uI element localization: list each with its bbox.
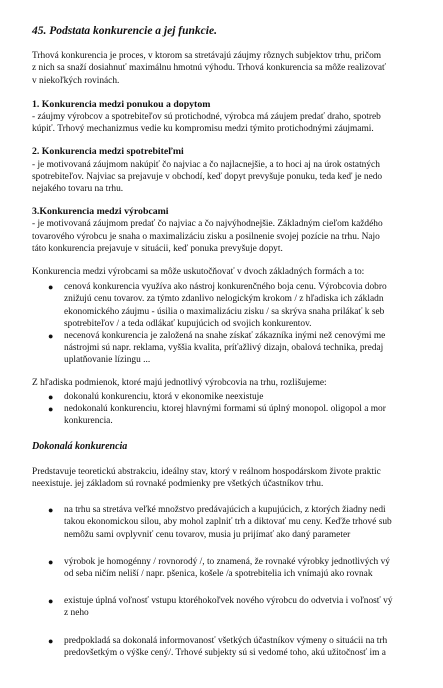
list-line: predovšetkým o výške cený/. Trhové subjekty sú si vedomé toho, akú užitočnosť im a xyxy=(64,647,386,658)
list-item xyxy=(32,556,443,580)
section-line: - je motivovaná záujmom predať čo najviac a čo najvýhodnejšie. Základným cieľom každého xyxy=(32,219,383,230)
list-line: cenová konkurencia využíva ako nástroj konkurenčného boja cenu. Výrobcovia dobro xyxy=(64,282,387,293)
list-item xyxy=(32,391,443,403)
intro-line: Trhová konkurencia je proces, v ktorom sa stretávajú záujmy rôznych subjektov trhu, pričom xyxy=(32,51,382,62)
list-line: spotrebiteľov / a teda odlákať kupujúcich od svojich konkurentov. xyxy=(64,318,312,329)
section-line: táto konkurencia prejavuje v situácii, keď ponuka prevyšuje dopyt. xyxy=(32,243,283,254)
list-item xyxy=(32,504,443,541)
list-line: necenová konkurencia je založená na snahe získať zákazníka inými než cenovými me xyxy=(64,331,386,342)
intro-paragraph xyxy=(32,50,443,87)
list-line: existuje úplná voľnosť vstupu ktoréhokoľvek nového výrobcu do odvetvia i voľnosť vý xyxy=(64,596,393,607)
perfect-intro xyxy=(32,466,443,490)
list-item xyxy=(32,635,443,659)
section-body xyxy=(32,218,443,255)
list-line: ekonomického záujmu - úsilia o maximalizáciu zisku / sa skrýva snaha prilákať k seb xyxy=(64,306,385,317)
bullet-icon: ● xyxy=(48,391,54,402)
section-line: - záujmy výrobcov a spotrebiteľov sú protichodné, výrobca má záujem predať draho, spotreb xyxy=(32,112,381,123)
section-consumers xyxy=(32,146,443,195)
list-line: nedokonalú konkurenciu, ktorej hlavnými formami sú úplný monopol. oligopol a mor xyxy=(64,404,386,415)
section-heading: 3.Konkurencia medzi výrobcami xyxy=(32,206,169,218)
list-line: nástrojmi sú napr. reklama, vyššia kvalita, príťažlivý dizajn, obalová technika, predaj xyxy=(64,343,384,354)
bullet-icon: ● xyxy=(48,596,54,607)
list-item xyxy=(32,281,443,330)
bullet-icon: ● xyxy=(48,404,54,415)
forms-intro: Konkurencia medzi výrobcami sa môže uskutočňovať v dvoch základných formách a to: xyxy=(32,267,365,278)
perfect-list xyxy=(32,504,443,659)
section-line: kúpiť. Trhový mechanizmus vedie ku kompromisu medzi týmito protichodnými záujmami. xyxy=(32,124,374,135)
intro-line: v niekoľkých rovinách. xyxy=(32,75,120,86)
list-line: z neho xyxy=(64,608,89,619)
section-heading: 1. Konkurencia medzi ponukou a dopytom xyxy=(32,98,211,110)
section-heading: 2. Konkurencia medzi spotrebiteľmi xyxy=(32,146,184,158)
list-line: od seba ničím neliší / napr. pšenica, košele /a spotrebitelia ich vnímajú ako rovnak xyxy=(64,568,373,579)
list-item xyxy=(32,403,443,427)
document-title: 45. Podstata konkurencie a jej funkcie. xyxy=(32,25,217,37)
forms-list xyxy=(32,281,443,366)
bullet-icon: ● xyxy=(48,282,54,293)
document-body xyxy=(32,25,443,674)
list-item xyxy=(32,595,443,619)
list-line: výrobok je homogénny / rovnorodý /, to znamená, že rovnaké výrobky jednotlivých vý xyxy=(64,556,390,567)
list-line: nemôžu sami ovplyvniť cenu tovarov, musia ju prijímať ako daný parameter xyxy=(64,529,351,540)
section-producers xyxy=(32,206,443,255)
section-body xyxy=(32,159,443,196)
bullet-icon: ● xyxy=(48,635,54,646)
list-line: takou ekonomickou silou, aby mohol zaplniť trh a diktovať mu ceny. Keďže trhové sub xyxy=(64,517,392,528)
intro-line: z nich sa snaží dosiahnuť maximálnu hmotnú výhodu. Trhová konkurencia sa môže realizovať xyxy=(32,63,387,74)
subheading-perfect-competition: Dokonalá konkurencia xyxy=(32,441,128,453)
section-line: spotrebiteľov. Najviac sa prejavuje v obchodí, keď dopyt prevyšuje ponuku, teda keď je nedo xyxy=(32,171,383,182)
list-line: uplatňovanie lízingu ... xyxy=(64,355,151,366)
bullet-icon: ● xyxy=(48,505,54,516)
list-line: na trhu sa stretáva veľké množstvo predávajúcich a kupujúcich, z ktorých žiadny nedi xyxy=(64,505,386,516)
section-line: nejakého tovaru na trhu. xyxy=(32,184,124,195)
list-item xyxy=(32,330,443,367)
section-supply-demand xyxy=(32,99,443,136)
section-line: tovarového výrobcu je snaha o maximalizáciu zisku a posilnenie svojej pozície na trhu. Najo xyxy=(32,231,380,242)
types-intro: Z hľadiska podmienok, ktoré majú jednotlivý výrobcovia na trhu, rozlišujeme: xyxy=(32,377,327,388)
list-line: predpokladá sa dokonalá informovanosť všetkých účastníkov výmeny o situácii na trh xyxy=(64,635,388,646)
types-list xyxy=(32,391,443,428)
list-line: dokonalú konkurenciu, ktorá v ekonomike neexistuje xyxy=(64,391,264,402)
list-line: konkurencia. xyxy=(64,416,113,427)
list-line: znižujú cenu tovarov. za týmto zdanlivo nelogickým krokom / z hľadiska ich základn xyxy=(64,294,384,305)
bullet-icon: ● xyxy=(48,556,54,567)
intro-line: Predstavuje teoretickú abstrakciu, ideálny stav, ktorý v reálnom hospodárskom živote praktic xyxy=(32,466,381,477)
intro-line: neexistuje. jej základom sú rovnaké podmienky pre všetkých účastníkov trhu. xyxy=(32,478,324,489)
bullet-icon: ● xyxy=(48,331,54,342)
section-line: - je motivovaná záujmom nakúpiť čo najviac a čo najlacnejšie, a to hoci aj na úrok ostatných xyxy=(32,159,380,170)
section-body xyxy=(32,111,443,135)
